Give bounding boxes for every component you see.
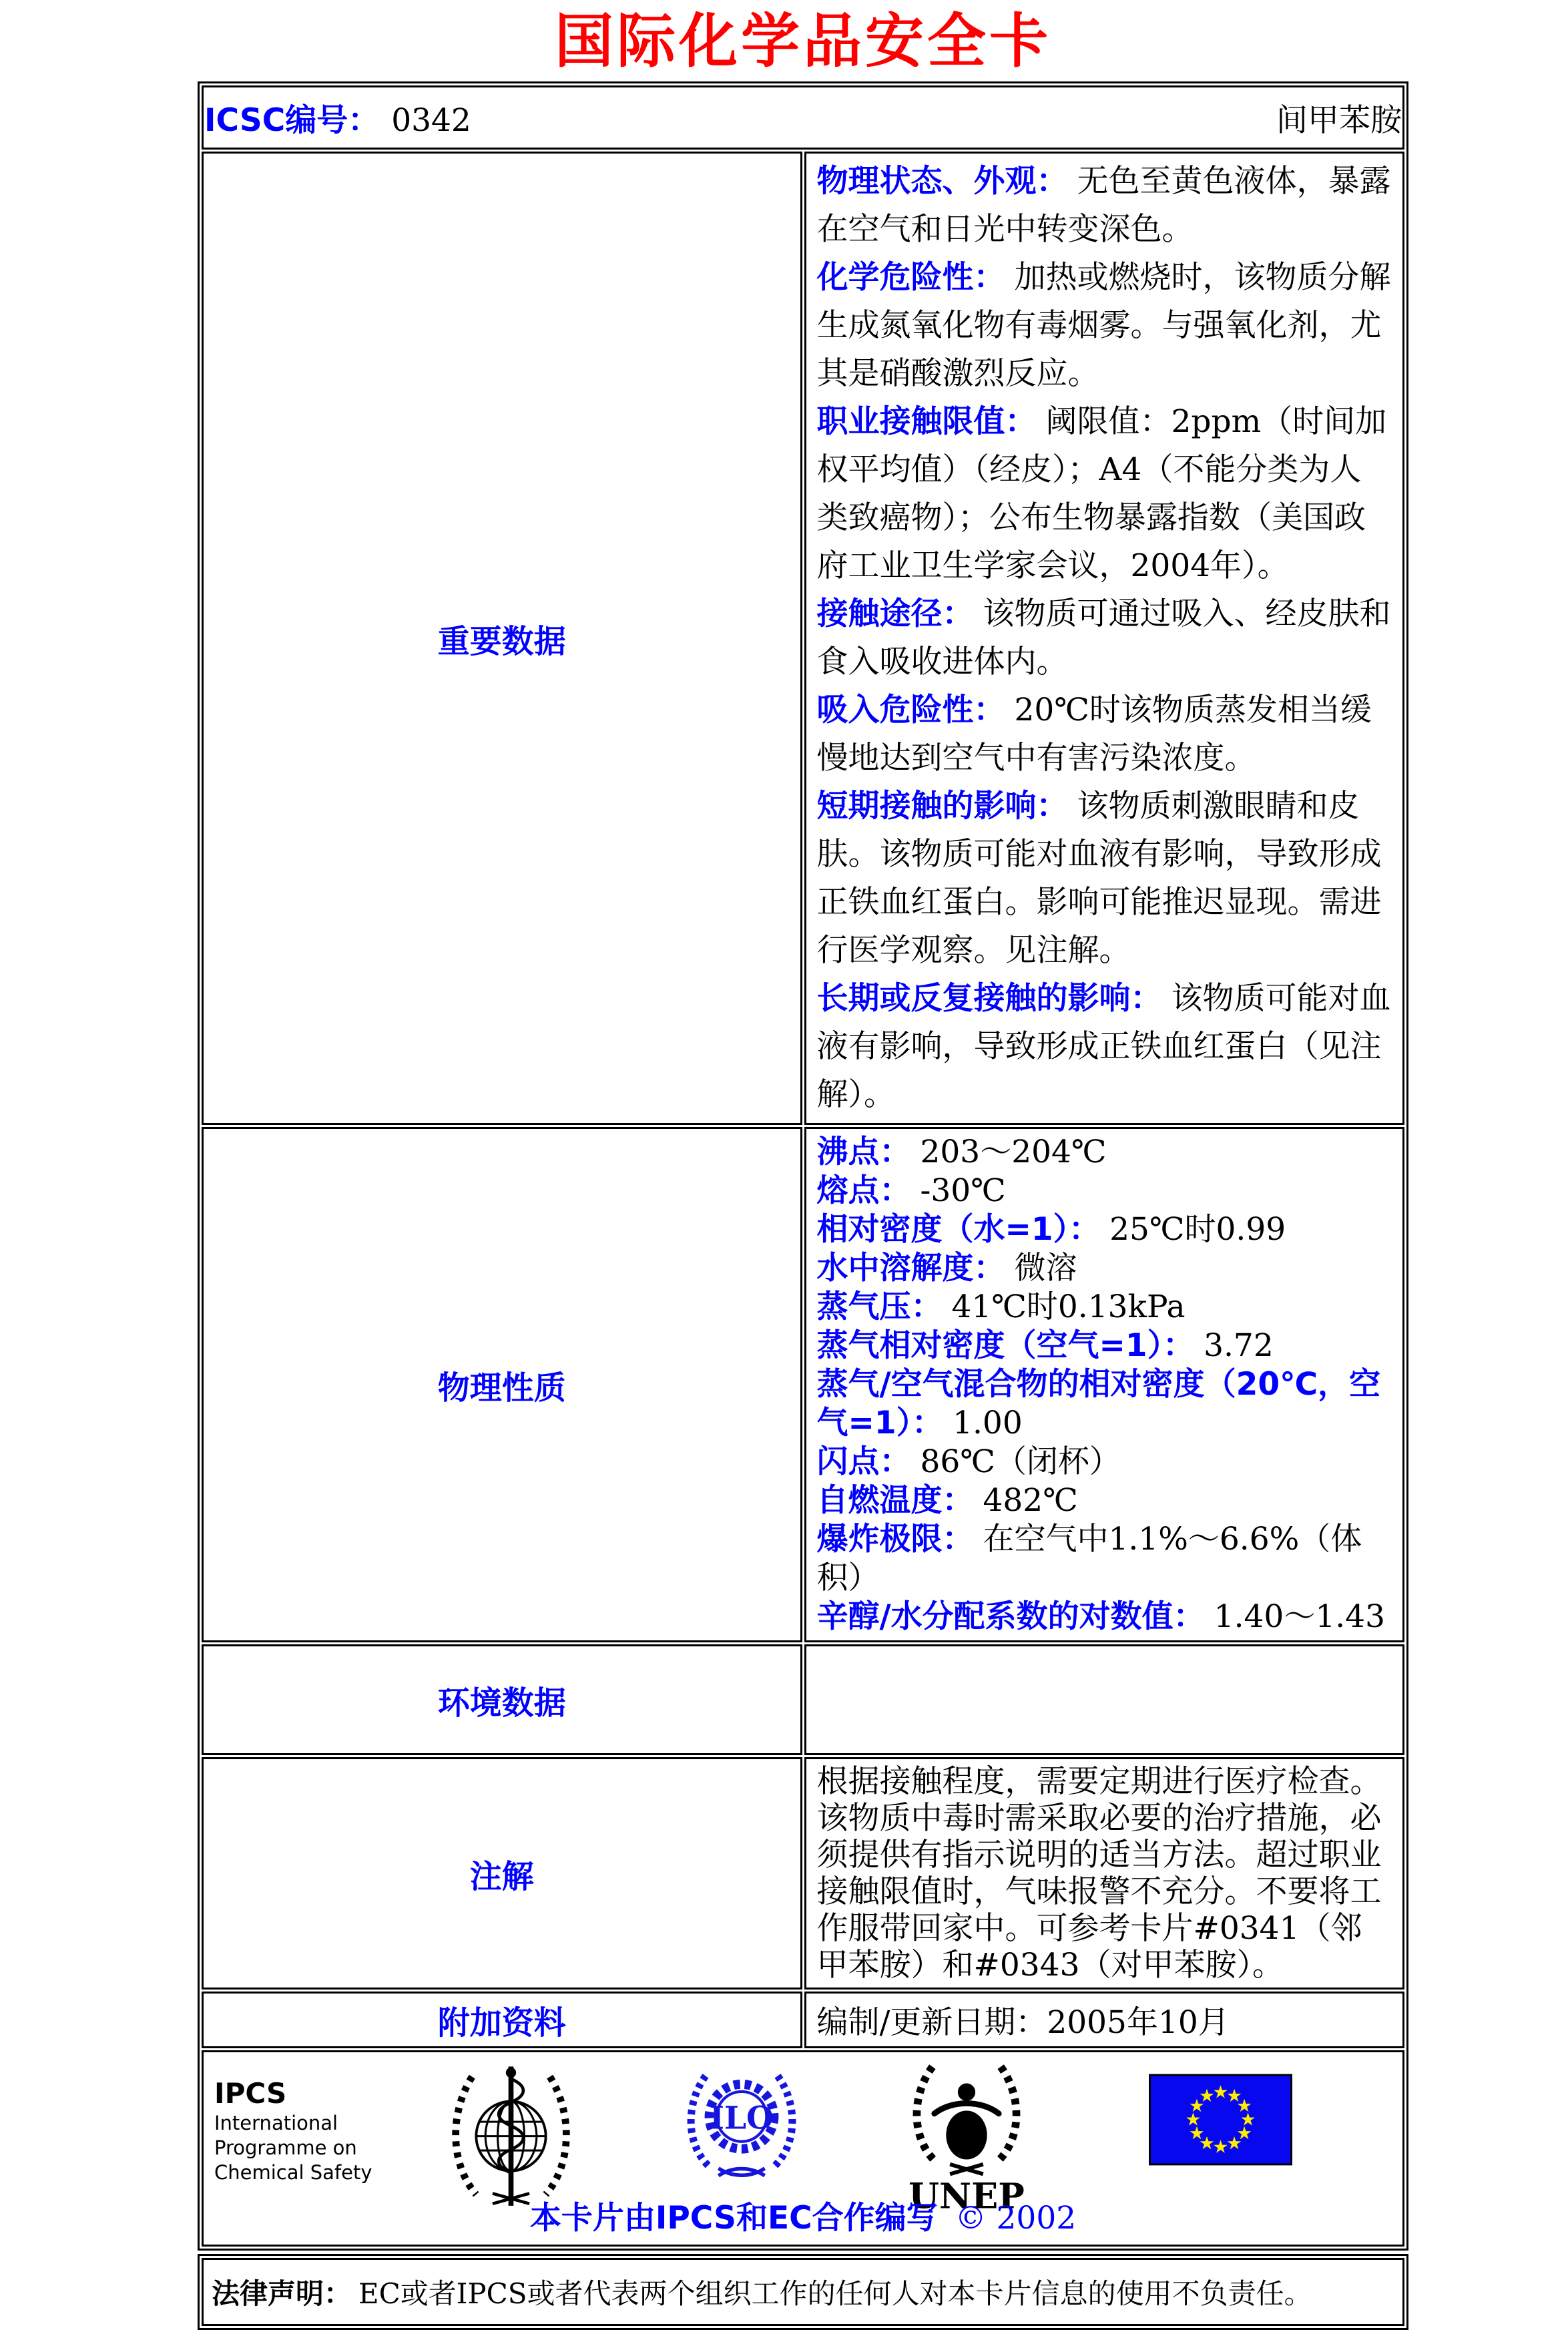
entry-chemical-danger: 化学危险性： 加热或燃烧时，该物质分解生成氮氧化物有毒烟雾。与强氧化剂，尤其是硝酸激烈反应。 [816,259,1391,392]
additional-info-content [804,1992,1405,2048]
environmental-data-row [202,1644,1404,1755]
entry-vapor-air-mixture-density: 蒸气/空气混合物的相对密度（20℃，空气=1）： 1.00 [816,1366,1380,1441]
entry-vapor-relative-density: 蒸气相对密度（空气=1）： 3.72 [816,1327,1274,1364]
logos-row [202,2050,1404,2247]
update-date-label: 编制/更新日期： [816,2004,1047,2041]
entry-short-term-effects: 短期接触的影响： 该物质刺激眼睛和皮肤。该物质可能对血液有影响，导致形成正铁血红蛋白。影响可能推迟显现。需进行医学观察。见注解。 [816,788,1382,969]
section-label-physical-properties: 物理性质 [202,1127,802,1642]
footer-caption [204,2193,1402,2238]
caption-year: © 2002 [955,2200,1077,2237]
chemical-name: 间甲苯胺 [1276,101,1402,139]
physical-properties-row [202,1127,1404,1642]
unep-logo-icon [903,2055,1030,2215]
header-bar [204,88,1402,147]
ipcs-text-block: IPCS International Programme on Chemical Safety [214,2077,372,2184]
icsc-number-group [204,95,471,140]
section-label-notes: 注解 [202,1757,802,1990]
header-row [202,85,1404,150]
entry-flash-point: 闪点： 86℃（闭杯） [816,1443,1121,1480]
legal-label: 法律声明： [212,2277,352,2310]
caption-text: 本卡片由IPCS和EC合作编写 [529,2200,938,2237]
entry-octanol-water-partition: 辛醇/水分配系数的对数值： 1.40～1.43 [816,1598,1385,1635]
legal-row [202,2258,1404,2326]
entry-melting-point: 熔点： -30℃ [816,1172,1006,1209]
ipcs-title: IPCS [214,2077,287,2110]
entry-autoignition-temperature: 自燃温度： 482℃ [816,1482,1078,1519]
unep-logo-text: UNEP [908,2176,1025,2215]
legal-table [198,2254,1408,2330]
entry-relative-density: 相对密度（水=1）： 25℃时0.99 [816,1211,1286,1248]
important-data-content [804,152,1405,1125]
icsc-table [198,81,1408,2251]
entry-inhalation-risk: 吸入危险性： 20℃时该物质蒸发相当缓慢地达到空气中有害污染浓度。 [816,692,1372,776]
important-data-row [202,152,1404,1125]
entry-exposure-routes: 接触途径： 该物质可通过吸入、经皮肤和食入吸收进体内。 [816,596,1391,680]
section-label-environmental-data: 环境数据 [202,1644,802,1755]
physical-properties-content [804,1127,1405,1642]
legal-cell [202,2258,1404,2326]
legal-text: EC或者IPCS或者代表两个组织工作的任何人对本卡片信息的使用不负责任。 [358,2277,1312,2310]
notes-content: 根据接触程度，需要定期进行医疗检查。该物质中毒时需采取必要的治疗措施，必须提供有指示说明的适当方法。超过职业接触限值时，气味报警不充分。不要将工作服带回家中。可参考卡片#0341（邻甲苯胺）和#0343（对甲苯胺）。 [804,1757,1405,1990]
entry-water-solubility: 水中溶解度： 微溶 [816,1250,1077,1287]
entry-occupational-limits: 职业接触限值： 阈限值：2ppm（时间加权平均值）（经皮）；A4（不能分类为人类致癌物）；公布生物暴露指数（美国政府工业卫生学家会议，2004年）。 [816,403,1387,584]
entry-physical-state: 物理状态、外观： 无色至黄色液体，暴露在空气和日光中转变深色。 [816,163,1391,248]
page-title: 国际化学品安全卡 [554,7,1051,75]
ilo-logo-text: ILO [709,2100,774,2137]
entry-long-term-effects: 长期或反复接触的影响： 该物质可能对血液有影响，导致形成正铁血红蛋白（见注解）。 [816,980,1391,1113]
additional-info-row [202,1992,1404,2048]
icsc-number-label: ICSC编号： [204,101,380,139]
section-label-additional-info: 附加资料 [202,1992,802,2048]
entry-vapor-pressure: 蒸气压： 41℃时0.13kPa [816,1289,1186,1325]
eu-flag-icon [1149,2074,1292,2166]
who-logo-icon [449,2056,573,2210]
update-date-value: 2005年10月 [1047,2004,1230,2041]
entry-explosive-limits: 爆炸极限： 在空气中1.1%～6.6%（体积） [816,1521,1362,1596]
icsc-number-value: 0342 [391,101,471,139]
environmental-data-content [804,1644,1405,1755]
logos-cell [202,2050,1404,2247]
notes-row [202,1757,1404,1990]
section-label-important-data: 重要数据 [202,152,802,1125]
ilo-logo-icon [682,2063,802,2183]
icsc-card-page [198,8,1408,2330]
entry-boiling-point: 沸点： 203～204℃ [816,1134,1107,1170]
